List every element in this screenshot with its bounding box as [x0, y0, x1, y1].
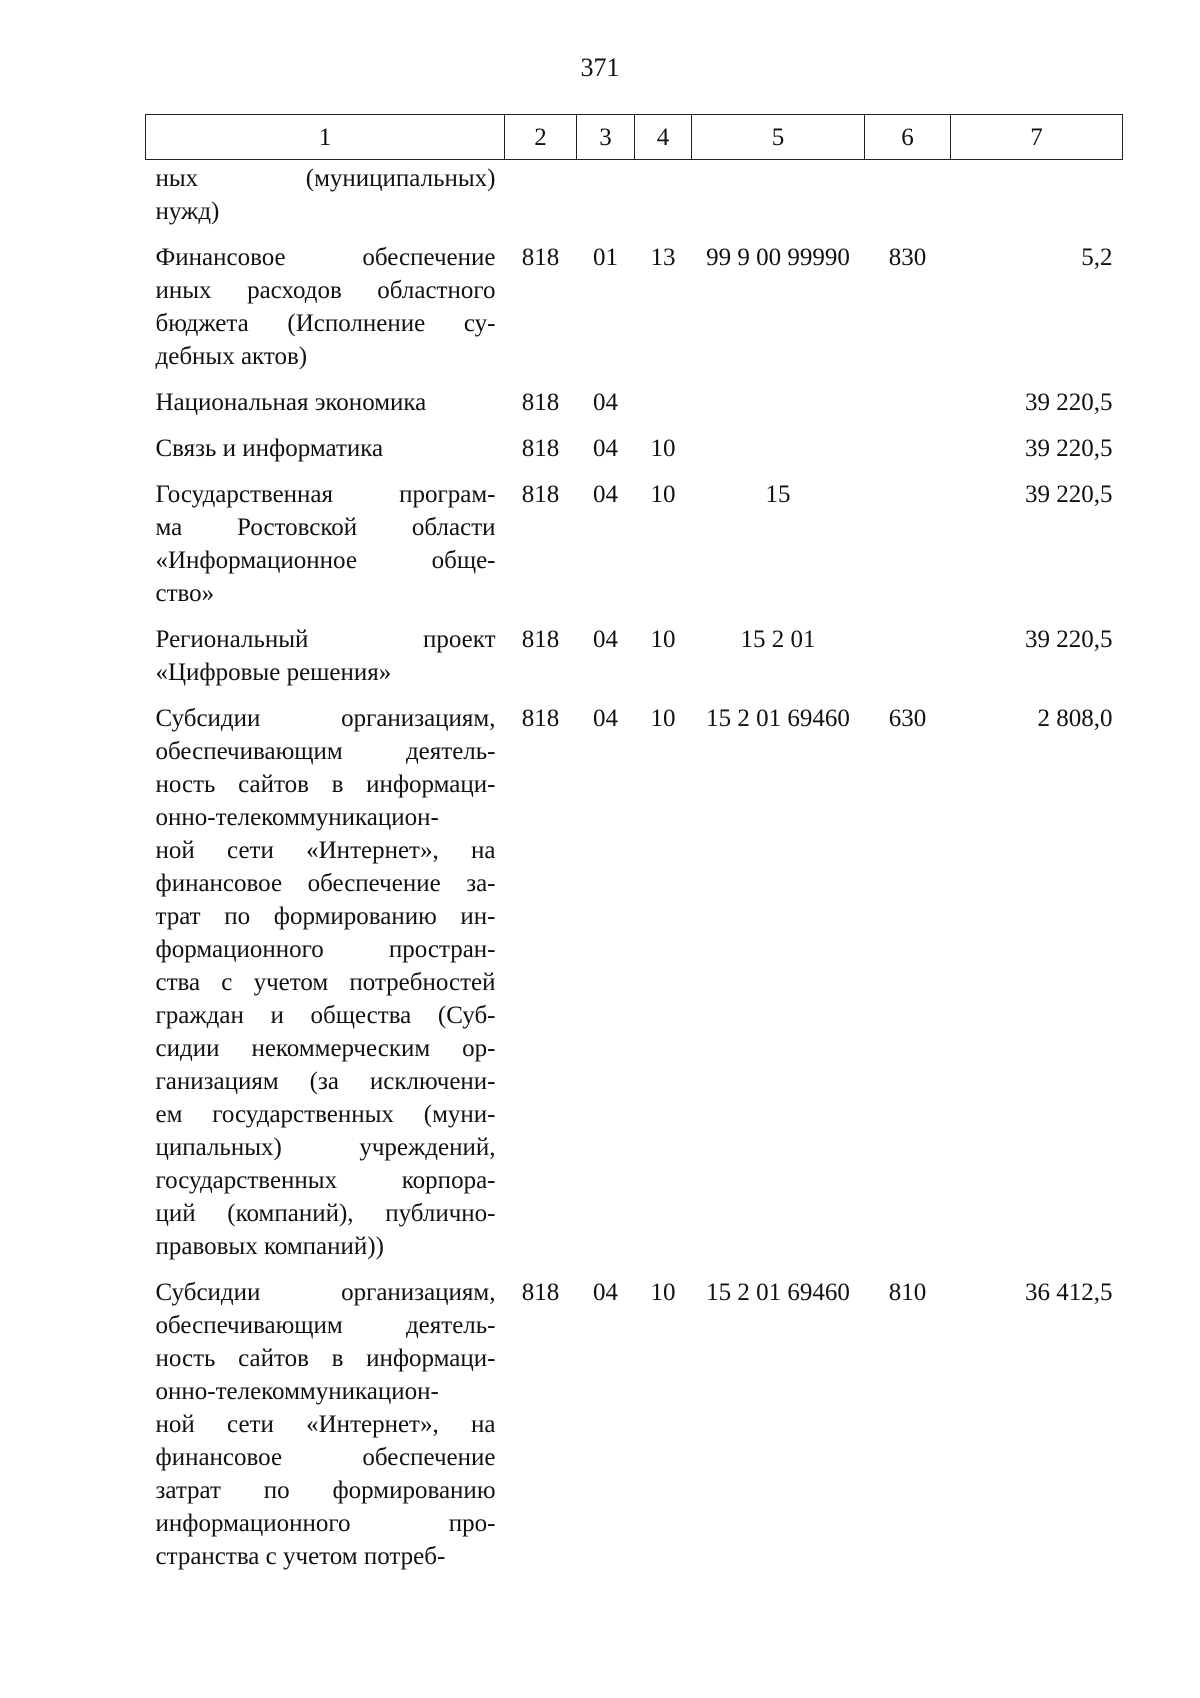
row-name-line: государственных корпора-: [155, 1167, 496, 1194]
row-name-line: иных расходов областного: [155, 277, 496, 304]
row-name-line: онно-телекоммуникацион-: [155, 1378, 439, 1405]
table-row: [146, 160, 1123, 242]
column-header-3: 3: [577, 115, 635, 160]
expense-type-cell: [865, 160, 951, 242]
row-name-line: дебных актов): [155, 343, 308, 370]
amount-cell: 39 220,5: [1025, 435, 1113, 462]
column-header-5: 5: [692, 115, 865, 160]
ministry-code-cell: 818: [521, 1279, 560, 1306]
header-row: [146, 115, 1123, 160]
row-name-line: Финансовое обеспечение: [155, 244, 496, 271]
row-name-line: бюджета (Исполнение су-: [155, 310, 496, 337]
row-name-line: затрат по формированию: [155, 1477, 496, 1504]
section-code-cell: 04: [593, 1279, 618, 1306]
row-name-cell: [146, 1276, 505, 1586]
expense-type-cell: 810: [888, 1279, 927, 1306]
table-header: [146, 115, 1123, 160]
row-name-line: Национальная экономика: [155, 389, 427, 416]
expense-type-cell: [865, 432, 951, 478]
column-header-2: 2: [505, 115, 577, 160]
target-article-cell: 99 9 00 99990: [706, 244, 850, 271]
subsection-code-cell: 10: [650, 1279, 676, 1306]
row-name-line: ной сети «Интернет», на: [155, 837, 496, 864]
row-name-line: ций (компаний), публично-: [155, 1200, 496, 1227]
ministry-code-cell: 818: [521, 435, 560, 462]
ministry-code-cell: 818: [521, 389, 560, 416]
expense-type-cell: 630: [888, 705, 927, 732]
expense-type-cell: 830: [888, 244, 927, 271]
row-name-line: трат по формированию ин-: [155, 903, 496, 930]
target-article-cell: [692, 160, 865, 242]
row-name-line: ных (муниципальных): [155, 165, 496, 192]
row-name-cell: [146, 623, 505, 702]
row-name-cell: [146, 160, 505, 242]
row-name-line: странства с учетом потреб-: [155, 1543, 446, 1570]
section-code-cell: 04: [593, 389, 618, 416]
row-name-line: ем государственных (муни-: [155, 1101, 496, 1128]
amount-cell: 39 220,5: [1025, 389, 1113, 416]
section-code-cell: 04: [593, 435, 618, 462]
row-name-cell: [146, 478, 505, 623]
subsection-code-cell: [635, 160, 692, 242]
row-name-line: ной сети «Интернет», на: [155, 1411, 496, 1438]
target-article-cell: [692, 386, 865, 432]
amount-cell: 39 220,5: [1025, 481, 1113, 508]
column-header-6: 6: [865, 115, 951, 160]
row-name-line: онно-телекоммуникацион-: [155, 804, 439, 831]
ministry-code-cell: 818: [521, 481, 560, 508]
row-name-line: нужд): [155, 198, 220, 225]
target-article-cell: 15 2 01: [740, 626, 816, 653]
subsection-code-cell: 10: [650, 705, 676, 732]
row-name-line: Субсидии организациям,: [155, 705, 496, 732]
row-name-line: ность сайтов в информаци-: [155, 1345, 496, 1372]
row-name-line: Субсидии организациям,: [155, 1279, 496, 1306]
ministry-code-cell: 818: [521, 244, 560, 271]
amount-cell: 36 412,5: [1025, 1279, 1113, 1306]
row-name-line: Связь и информатика: [155, 435, 384, 462]
table-row: [146, 386, 1123, 432]
row-name-line: ства с учетом потребностей: [155, 969, 496, 996]
row-name-line: сидии некоммерческим ор-: [155, 1035, 496, 1062]
subsection-code-cell: 10: [650, 481, 676, 508]
section-code-cell: [577, 160, 635, 242]
amount-cell: 2 808,0: [1037, 705, 1113, 732]
ministry-code-cell: 818: [521, 626, 560, 653]
amount-cell: 39 220,5: [1025, 626, 1113, 653]
row-name-line: формационного простран-: [155, 936, 496, 963]
expense-type-cell: [865, 623, 951, 702]
row-name-line: ганизациям (за исключени-: [155, 1068, 496, 1095]
row-name-line: финансовое обеспечение: [155, 1444, 496, 1471]
table-row: [146, 623, 1123, 702]
column-header-1: 1: [146, 115, 505, 160]
table-row: [146, 241, 1123, 386]
row-name-line: Государственная програм-: [155, 481, 496, 508]
table-row: [146, 1276, 1123, 1586]
row-name-line: ность сайтов в информаци-: [155, 771, 496, 798]
row-name-cell: [146, 702, 505, 1276]
row-name-line: граждан и общества (Суб-: [155, 1002, 496, 1029]
row-name-line: ма Ростовской области: [155, 514, 496, 541]
budget-table: [145, 114, 1123, 1586]
row-name-cell: [146, 241, 505, 386]
row-name-line: ципальных) учреждений,: [155, 1134, 496, 1161]
expense-type-cell: [865, 386, 951, 432]
page-number: 371: [580, 53, 620, 82]
target-article-cell: 15 2 01 69460: [706, 705, 850, 732]
row-name-line: обеспечивающим деятель-: [155, 1312, 496, 1339]
column-header-7: 7: [951, 115, 1123, 160]
expense-type-cell: [865, 478, 951, 623]
row-name-line: правовых компаний)): [155, 1233, 384, 1260]
row-name-line: финансовое обеспечение за-: [155, 870, 496, 897]
row-name-line: «Цифровые решения»: [155, 659, 392, 686]
section-code-cell: 04: [593, 626, 618, 653]
table-row: [146, 478, 1123, 623]
ministry-code-cell: 818: [521, 705, 560, 732]
row-name-line: ство»: [155, 580, 215, 607]
subsection-code-cell: [635, 386, 692, 432]
table-row: [146, 702, 1123, 1276]
section-code-cell: 04: [593, 481, 618, 508]
ministry-code-cell: [505, 160, 577, 242]
row-name-line: информационного про-: [155, 1510, 496, 1537]
section-code-cell: 01: [593, 244, 618, 271]
target-article-cell: 15: [765, 481, 791, 508]
amount-cell: 5,2: [1081, 244, 1113, 271]
row-name-cell: [146, 432, 505, 478]
amount-cell: [951, 160, 1123, 242]
subsection-code-cell: 13: [650, 244, 676, 271]
row-name-line: «Информационное обще-: [155, 547, 496, 574]
table-row: [146, 432, 1123, 478]
row-name-line: Региональный проект: [155, 626, 496, 653]
row-name-line: обеспечивающим деятель-: [155, 738, 496, 765]
target-article-cell: [692, 432, 865, 478]
row-name-cell: [146, 386, 505, 432]
subsection-code-cell: 10: [650, 435, 676, 462]
section-code-cell: 04: [593, 705, 618, 732]
target-article-cell: 15 2 01 69460: [706, 1279, 850, 1306]
column-header-4: 4: [635, 115, 692, 160]
table-body: [146, 160, 1123, 1587]
subsection-code-cell: 10: [650, 626, 676, 653]
